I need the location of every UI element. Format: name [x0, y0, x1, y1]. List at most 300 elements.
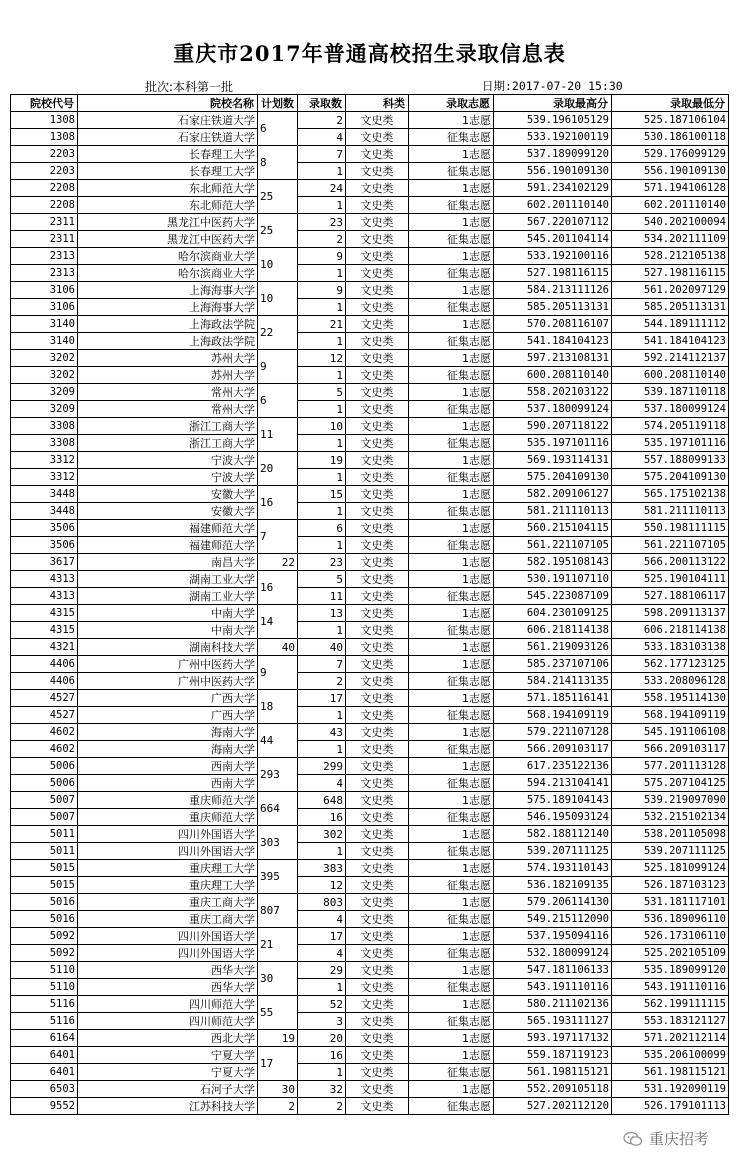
table-row: [11, 656, 729, 673]
school-code-cell: 4313: [11, 571, 78, 588]
category-cell: 文史类: [346, 537, 409, 554]
max-score-cell: 600.208110140: [494, 367, 612, 384]
school-code-cell: 3106: [11, 282, 78, 299]
school-code-cell: 3202: [11, 367, 78, 384]
max-score-cell: 533.192100119: [494, 129, 612, 146]
preference-cell: 征集志愿: [409, 622, 494, 639]
admitted-cell: 2: [298, 112, 346, 129]
category-cell: 文史类: [346, 673, 409, 690]
min-score-cell: 566.209103117: [612, 741, 729, 758]
school-code-cell: 3448: [11, 503, 78, 520]
school-code-cell: 3617: [11, 554, 78, 571]
max-score-cell: 579.206114130: [494, 894, 612, 911]
header-admitted: 录取数: [298, 95, 346, 112]
admitted-cell: 1: [298, 333, 346, 350]
category-cell: 文史类: [346, 571, 409, 588]
school-code-cell: 5011: [11, 826, 78, 843]
max-score-cell: 539.196105129: [494, 112, 612, 129]
admitted-cell: 2: [298, 673, 346, 690]
preference-cell: 1志愿: [409, 758, 494, 775]
school-code-cell: 3506: [11, 537, 78, 554]
table-row: [11, 384, 729, 401]
min-score-cell: 525.190104111: [612, 571, 729, 588]
preference-cell: 征集志愿: [409, 469, 494, 486]
school-code-cell: 3312: [11, 452, 78, 469]
category-cell: 文史类: [346, 180, 409, 197]
category-cell: 文史类: [346, 486, 409, 503]
min-score-cell: 568.194109119: [612, 707, 729, 724]
min-score-cell: 527.188106117: [612, 588, 729, 605]
admitted-cell: 4: [298, 129, 346, 146]
preference-cell: 征集志愿: [409, 809, 494, 826]
max-score-cell: 575.204109130: [494, 469, 612, 486]
table-row: [11, 299, 729, 316]
school-name-cell: 上海政法学院: [78, 316, 258, 333]
min-score-cell: 531.181117101: [612, 894, 729, 911]
category-cell: 文史类: [346, 775, 409, 792]
category-cell: 文史类: [346, 707, 409, 724]
category-cell: 文史类: [346, 724, 409, 741]
admitted-cell: 1: [298, 435, 346, 452]
table-row: [11, 588, 729, 605]
table-row: [11, 826, 729, 843]
plan-cell: 664: [258, 792, 298, 826]
category-cell: 文史类: [346, 860, 409, 877]
min-score-cell: 539.207111125: [612, 843, 729, 860]
plan-cell: 10: [258, 282, 298, 316]
school-name-cell: 四川外国语大学: [78, 928, 258, 945]
max-score-cell: 561.221107105: [494, 537, 612, 554]
school-code-cell: 6503: [11, 1081, 78, 1098]
admitted-cell: 7: [298, 146, 346, 163]
table-row: [11, 911, 729, 928]
max-score-cell: 602.201110140: [494, 197, 612, 214]
category-cell: 文史类: [346, 1098, 409, 1115]
category-cell: 文史类: [346, 333, 409, 350]
min-score-cell: 581.211110113: [612, 503, 729, 520]
preference-cell: 1志愿: [409, 384, 494, 401]
table-row: [11, 214, 729, 231]
preference-cell: 征集志愿: [409, 163, 494, 180]
min-score-cell: 606.218114138: [612, 622, 729, 639]
admitted-cell: 29: [298, 962, 346, 979]
max-score-cell: 574.193110143: [494, 860, 612, 877]
category-cell: 文史类: [346, 350, 409, 367]
page-title: 重庆市2017年普通高校招生录取信息表: [173, 41, 566, 66]
school-code-cell: 3202: [11, 350, 78, 367]
max-score-cell: 593.197117132: [494, 1030, 612, 1047]
min-score-cell: 602.201110140: [612, 197, 729, 214]
max-score-cell: 585.205113131: [494, 299, 612, 316]
max-score-cell: 546.195093124: [494, 809, 612, 826]
min-score-cell: 525.187106104: [612, 112, 729, 129]
school-name-cell: 黑龙江中医药大学: [78, 214, 258, 231]
table-row: [11, 537, 729, 554]
plan-cell: 30: [258, 1081, 298, 1098]
category-cell: 文史类: [346, 826, 409, 843]
max-score-cell: 597.213108131: [494, 350, 612, 367]
plan-cell: 16: [258, 571, 298, 605]
school-code-cell: 3312: [11, 469, 78, 486]
school-code-cell: 3209: [11, 384, 78, 401]
plan-cell: 19: [258, 1030, 298, 1047]
min-score-cell: 561.221107105: [612, 537, 729, 554]
max-score-cell: 590.207118122: [494, 418, 612, 435]
school-name-cell: 南昌大学: [78, 554, 258, 571]
category-cell: 文史类: [346, 299, 409, 316]
table-row: [11, 605, 729, 622]
max-score-cell: 558.202103122: [494, 384, 612, 401]
admitted-cell: 1: [298, 843, 346, 860]
batch-label: 批次:本科第一批: [145, 80, 234, 94]
max-score-cell: 537.180099124: [494, 401, 612, 418]
category-cell: 文史类: [346, 1030, 409, 1047]
school-name-cell: 海南大学: [78, 741, 258, 758]
preference-cell: 1志愿: [409, 894, 494, 911]
min-score-cell: 539.219097090: [612, 792, 729, 809]
header-max-score: 录取最高分: [494, 95, 612, 112]
admitted-cell: 1: [298, 299, 346, 316]
admitted-cell: 7: [298, 656, 346, 673]
admitted-cell: 1: [298, 197, 346, 214]
school-name-cell: 重庆师范大学: [78, 792, 258, 809]
preference-cell: 1志愿: [409, 350, 494, 367]
preference-cell: 征集志愿: [409, 707, 494, 724]
table-row: [11, 401, 729, 418]
max-score-cell: 541.184104123: [494, 333, 612, 350]
school-name-cell: 上海海事大学: [78, 299, 258, 316]
max-score-cell: 582.188112140: [494, 826, 612, 843]
category-cell: 文史类: [346, 520, 409, 537]
max-score-cell: 591.234102129: [494, 180, 612, 197]
preference-cell: 征集志愿: [409, 299, 494, 316]
school-name-cell: 福建师范大学: [78, 520, 258, 537]
min-score-cell: 525.202105109: [612, 945, 729, 962]
min-score-cell: 543.191110116: [612, 979, 729, 996]
plan-cell: 21: [258, 928, 298, 962]
category-cell: 文史类: [346, 469, 409, 486]
school-code-cell: 3140: [11, 316, 78, 333]
max-score-cell: 547.181106133: [494, 962, 612, 979]
preference-cell: 1志愿: [409, 180, 494, 197]
header-school-name: 院校名称: [78, 95, 258, 112]
table-row: [11, 554, 729, 571]
school-code-cell: 5015: [11, 860, 78, 877]
min-score-cell: 571.194106128: [612, 180, 729, 197]
table-row: [11, 996, 729, 1013]
min-score-cell: 550.198111115: [612, 520, 729, 537]
school-code-cell: 2208: [11, 197, 78, 214]
school-code-cell: 5007: [11, 792, 78, 809]
category-cell: 文史类: [346, 843, 409, 860]
admitted-cell: 1: [298, 537, 346, 554]
school-code-cell: 3448: [11, 486, 78, 503]
admitted-cell: 1: [298, 469, 346, 486]
table-row: [11, 1064, 729, 1081]
school-name-cell: 中南大学: [78, 605, 258, 622]
school-code-cell: 6401: [11, 1047, 78, 1064]
table-row: [11, 843, 729, 860]
table-row: [11, 962, 729, 979]
admitted-cell: 1: [298, 979, 346, 996]
school-name-cell: 宁夏大学: [78, 1064, 258, 1081]
school-code-cell: 3506: [11, 520, 78, 537]
preference-cell: 征集志愿: [409, 231, 494, 248]
school-code-cell: 5110: [11, 979, 78, 996]
table-row: [11, 1030, 729, 1047]
table-row: [11, 197, 729, 214]
table-row: [11, 639, 729, 656]
table-row: [11, 163, 729, 180]
category-cell: 文史类: [346, 894, 409, 911]
school-name-cell: 四川外国语大学: [78, 843, 258, 860]
preference-cell: 1志愿: [409, 571, 494, 588]
max-score-cell: 594.213104141: [494, 775, 612, 792]
preference-cell: 征集志愿: [409, 129, 494, 146]
max-score-cell: 559.187119123: [494, 1047, 612, 1064]
category-cell: 文史类: [346, 809, 409, 826]
school-name-cell: 四川师范大学: [78, 996, 258, 1013]
school-code-cell: 2313: [11, 248, 78, 265]
school-code-cell: 5116: [11, 1013, 78, 1030]
plan-cell: 395: [258, 860, 298, 894]
preference-cell: 征集志愿: [409, 979, 494, 996]
min-score-cell: 535.197101116: [612, 435, 729, 452]
header-school-code: 院校代号: [11, 95, 78, 112]
school-code-cell: 3140: [11, 333, 78, 350]
school-name-cell: 湖南工业大学: [78, 588, 258, 605]
plan-cell: 17: [258, 1047, 298, 1081]
date-label: 日期:2017-07-20 15:30: [482, 79, 623, 93]
admitted-cell: 15: [298, 486, 346, 503]
admitted-cell: 3: [298, 1013, 346, 1030]
category-cell: 文史类: [346, 588, 409, 605]
max-score-cell: 535.197101116: [494, 435, 612, 452]
category-cell: 文史类: [346, 265, 409, 282]
min-score-cell: 536.189096110: [612, 911, 729, 928]
max-score-cell: 584.213111126: [494, 282, 612, 299]
school-code-cell: 4527: [11, 690, 78, 707]
table-row: [11, 418, 729, 435]
admitted-cell: 17: [298, 928, 346, 945]
school-name-cell: 重庆师范大学: [78, 809, 258, 826]
preference-cell: 1志愿: [409, 1030, 494, 1047]
preference-cell: 1志愿: [409, 316, 494, 333]
category-cell: 文史类: [346, 741, 409, 758]
preference-cell: 1志愿: [409, 214, 494, 231]
min-score-cell: 528.212105138: [612, 248, 729, 265]
max-score-cell: 545.223087109: [494, 588, 612, 605]
preference-cell: 征集志愿: [409, 843, 494, 860]
min-score-cell: 545.191106108: [612, 724, 729, 741]
admitted-cell: 1: [298, 265, 346, 282]
max-score-cell: 568.194109119: [494, 707, 612, 724]
plan-cell: 9: [258, 656, 298, 690]
min-score-cell: 557.188099133: [612, 452, 729, 469]
min-score-cell: 565.175102138: [612, 486, 729, 503]
admitted-cell: 1: [298, 1064, 346, 1081]
table-row: [11, 809, 729, 826]
table-row: [11, 792, 729, 809]
preference-cell: 1志愿: [409, 656, 494, 673]
max-score-cell: 617.235122136: [494, 758, 612, 775]
plan-cell: 20: [258, 452, 298, 486]
header-preference: 录取志愿: [409, 95, 494, 112]
school-name-cell: 苏州大学: [78, 367, 258, 384]
school-name-cell: 浙江工商大学: [78, 435, 258, 452]
preference-cell: 1志愿: [409, 792, 494, 809]
category-cell: 文史类: [346, 1064, 409, 1081]
watermark: [623, 1128, 709, 1149]
table-row: [11, 758, 729, 775]
school-code-cell: 3209: [11, 401, 78, 418]
school-code-cell: 5011: [11, 843, 78, 860]
max-score-cell: 552.209105118: [494, 1081, 612, 1098]
admitted-cell: 4: [298, 911, 346, 928]
school-name-cell: 东北师范大学: [78, 197, 258, 214]
max-score-cell: 567.220107112: [494, 214, 612, 231]
min-score-cell: 533.208096128: [612, 673, 729, 690]
min-score-cell: 577.201113128: [612, 758, 729, 775]
min-score-cell: 561.202097129: [612, 282, 729, 299]
school-name-cell: 广西大学: [78, 690, 258, 707]
plan-cell: 25: [258, 214, 298, 248]
school-name-cell: 广州中医药大学: [78, 673, 258, 690]
min-score-cell: 574.205119118: [612, 418, 729, 435]
admitted-cell: 17: [298, 690, 346, 707]
preference-cell: 1志愿: [409, 282, 494, 299]
preference-cell: 征集志愿: [409, 1098, 494, 1115]
admitted-cell: 12: [298, 877, 346, 894]
table-header-row: [11, 95, 729, 112]
table-row: [11, 741, 729, 758]
min-score-cell: 556.190109130: [612, 163, 729, 180]
school-code-cell: 6401: [11, 1064, 78, 1081]
category-cell: 文史类: [346, 367, 409, 384]
school-code-cell: 5110: [11, 962, 78, 979]
school-name-cell: 安徽大学: [78, 486, 258, 503]
preference-cell: 1志愿: [409, 1047, 494, 1064]
table-row: [11, 265, 729, 282]
table-row: [11, 1081, 729, 1098]
school-code-cell: 4602: [11, 724, 78, 741]
table-row: [11, 724, 729, 741]
min-score-cell: 553.183121127: [612, 1013, 729, 1030]
preference-cell: 1志愿: [409, 639, 494, 656]
school-code-cell: 4406: [11, 673, 78, 690]
admitted-cell: 32: [298, 1081, 346, 1098]
admitted-cell: 1: [298, 503, 346, 520]
preference-cell: 1志愿: [409, 486, 494, 503]
max-score-cell: 545.201104114: [494, 231, 612, 248]
plan-cell: 11: [258, 418, 298, 452]
plan-cell: 6: [258, 384, 298, 418]
preference-cell: 1志愿: [409, 418, 494, 435]
table-body: [11, 112, 729, 1115]
category-cell: 文史类: [346, 690, 409, 707]
min-score-cell: 544.189111112: [612, 316, 729, 333]
category-cell: 文史类: [346, 282, 409, 299]
category-cell: 文史类: [346, 401, 409, 418]
category-cell: 文史类: [346, 231, 409, 248]
category-cell: 文史类: [346, 656, 409, 673]
category-cell: 文史类: [346, 962, 409, 979]
school-name-cell: 西北大学: [78, 1030, 258, 1047]
admitted-cell: 10: [298, 418, 346, 435]
max-score-cell: 566.209103117: [494, 741, 612, 758]
min-score-cell: 561.198115121: [612, 1064, 729, 1081]
school-code-cell: 1308: [11, 129, 78, 146]
table-row: [11, 146, 729, 163]
table-row: [11, 469, 729, 486]
max-score-cell: 570.208116107: [494, 316, 612, 333]
school-code-cell: 9552: [11, 1098, 78, 1115]
school-name-cell: 宁夏大学: [78, 1047, 258, 1064]
school-name-cell: 湖南工业大学: [78, 571, 258, 588]
table-row: [11, 673, 729, 690]
school-name-cell: 四川外国语大学: [78, 945, 258, 962]
table-row: [11, 180, 729, 197]
max-score-cell: 575.189104143: [494, 792, 612, 809]
school-code-cell: 5092: [11, 945, 78, 962]
max-score-cell: 565.193111127: [494, 1013, 612, 1030]
preference-cell: 1志愿: [409, 826, 494, 843]
school-code-cell: 2313: [11, 265, 78, 282]
admitted-cell: 6: [298, 520, 346, 537]
preference-cell: 征集志愿: [409, 197, 494, 214]
preference-cell: 征集志愿: [409, 333, 494, 350]
max-score-cell: 556.190109130: [494, 163, 612, 180]
category-cell: 文史类: [346, 1081, 409, 1098]
plan-cell: 16: [258, 486, 298, 520]
admitted-cell: 23: [298, 554, 346, 571]
table-row: [11, 860, 729, 877]
admitted-cell: 648: [298, 792, 346, 809]
school-name-cell: 常州大学: [78, 401, 258, 418]
school-code-cell: 5006: [11, 775, 78, 792]
table-row: [11, 248, 729, 265]
category-cell: 文史类: [346, 605, 409, 622]
min-score-cell: 531.192090119: [612, 1081, 729, 1098]
table-row: [11, 231, 729, 248]
preference-cell: 1志愿: [409, 554, 494, 571]
category-cell: 文史类: [346, 911, 409, 928]
plan-cell: 807: [258, 894, 298, 928]
school-name-cell: 浙江工商大学: [78, 418, 258, 435]
table-row: [11, 350, 729, 367]
min-score-cell: 566.200113122: [612, 554, 729, 571]
school-code-cell: 5007: [11, 809, 78, 826]
min-score-cell: 526.187103123: [612, 877, 729, 894]
school-code-cell: 2208: [11, 180, 78, 197]
preference-cell: 征集志愿: [409, 265, 494, 282]
admitted-cell: 23: [298, 214, 346, 231]
school-code-cell: 2203: [11, 163, 78, 180]
school-name-cell: 西南大学: [78, 758, 258, 775]
plan-cell: 22: [258, 316, 298, 350]
plan-cell: 18: [258, 690, 298, 724]
header-min-score: 录取最低分: [612, 95, 729, 112]
admitted-cell: 24: [298, 180, 346, 197]
school-name-cell: 重庆工商大学: [78, 911, 258, 928]
preference-cell: 1志愿: [409, 996, 494, 1013]
school-name-cell: 上海海事大学: [78, 282, 258, 299]
preference-cell: 1志愿: [409, 146, 494, 163]
table-row: [11, 1013, 729, 1030]
plan-cell: 6: [258, 112, 298, 146]
preference-cell: 1志愿: [409, 860, 494, 877]
category-cell: 文史类: [346, 758, 409, 775]
